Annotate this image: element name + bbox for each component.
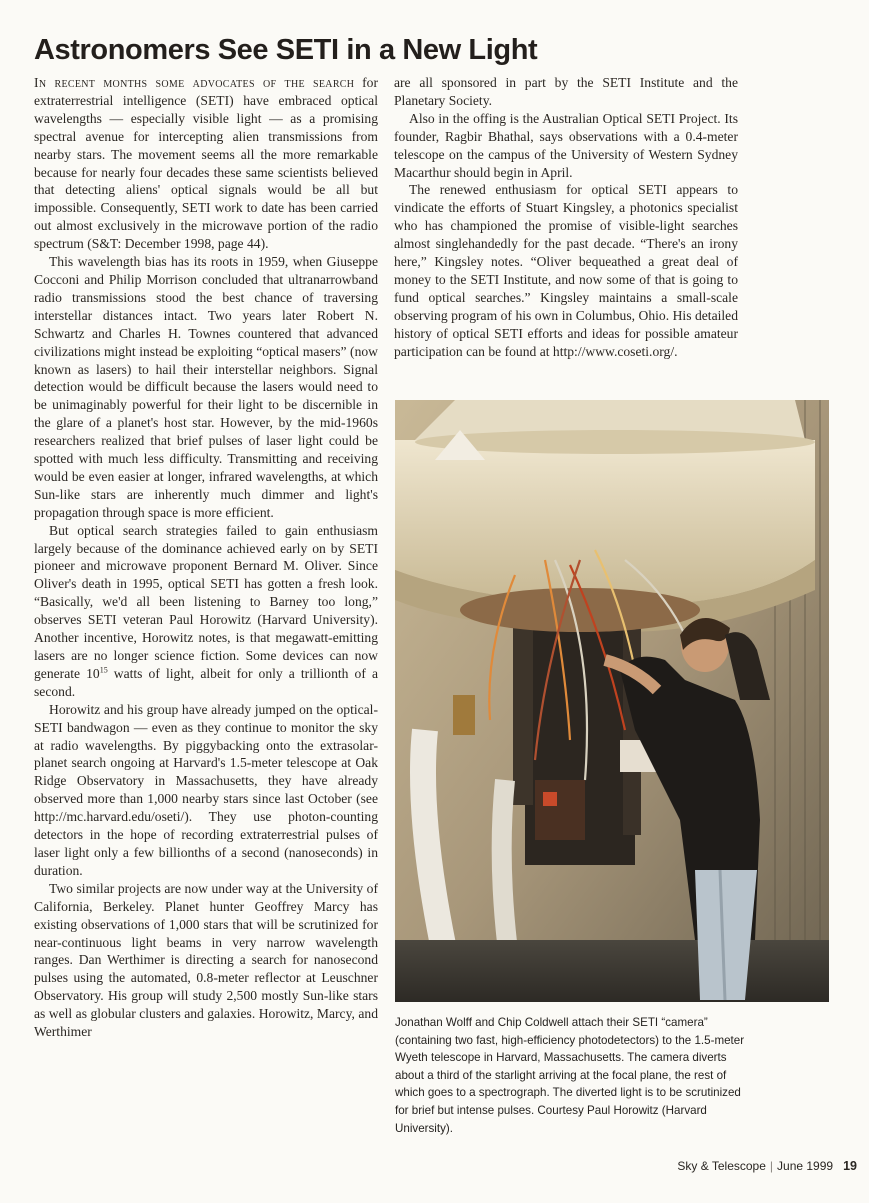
paragraph-2: This wavelength bias has its roots in 1959, when Giuseppe Cocconi and Philip Morrison concluded that ultranarrowband radio transmissions stood the best chance of traversing interstellar distances intact. Two years later Robert N. Schwartz and Charles H. Townes countered that advanced civilizations might instead be exploiting “optical masers” (now known as lasers) to hail their interstellar neighbors. Signal detection would be difficult because the lasers would need to be unimaginably powerful for their light to be discernible in the glare of a planet's host star. However, by the mid-1960s researchers realized that brief pulses of laser light could be spotted with much less difficulty. Transmitting and receiving would be even easier at longer, infrared wavelengths, at which Sun-like stars are inherently much dimmer and light's propagation through space is more efficient. xyxy=(34,254,378,520)
issue-date: June 1999 xyxy=(777,1159,834,1173)
lead-in: In recent months some advocates of the search xyxy=(34,75,355,90)
paragraph-6: are all sponsored in part by the SETI Institute and the Planetary Society. xyxy=(394,75,738,108)
right-column xyxy=(394,74,738,361)
paragraph-4: Horowitz and his group have already jumped on the optical-SETI bandwagon — even as they continue to monitor the sky at radio wavelengths. By piggybacking onto the extrasolar-planet search ongoing at Harvard's 1.5-meter telescope at Oak Ridge Observatory in Massachusetts, they have already observed more than 1,000 nearby stars since last October (see http://mc.harvard.edu/oseti/). They use photon-counting detectors in the hope of recording extraterrestrial pulses of laser light only a few billionths of a second (nanoseconds) in duration. xyxy=(34,701,378,878)
photo-caption: Jonathan Wolff and Chip Coldwell attach their SETI “camera” (containing two fast, high-efficiency photodetectors) to the 1.5-meter Wyeth telescope in Harvard, Massachusetts. The camera diverts about a third of the starlight arriving at the focal plane, the rest of which goes to a spectrograph. The diverted light is to be scrutinized for brief but intense pulses. Courtesy Paul Horowitz (Harvard University). xyxy=(395,1016,745,1135)
paragraph-1: In recent months some advocates of the search for extraterrestrial intelligence (SETI) have embraced optical wavelengths — especially visible light — as a promising spectral avenue for intercepting alien transmissions from nearby stars. The movement seems all the more remarkable because for nearly four decades these same scientists believed that detecting aliens' optical signals would be all but impossible. Consequently, SETI work to date has been carried out almost exclusively in the microwave portion of the radio spectrum (S&T: December 1998, page 44). xyxy=(34,75,379,252)
paragraph-3: But optical search strategies failed to gain enthusiasm largely because of the dominance achieved early on by SETI pioneer and microwave proponent Bernard M. Oliver. Since Oliver's death in 1995, optical SETI has gotten a fresh look. “Basically, we'd all been listening to Barney too long,” observes SETI veteran Paul Horowitz (Harvard University). Another incentive, Horowitz notes, is that megawatt-emitting lasers are no longer science fiction. Some devices can now generate $10^{15}$ watts of light, albeit for only a trillionth of a second. xyxy=(34,522,378,699)
article-title: Astronomers See SETI in a New Light xyxy=(34,34,538,66)
paragraph-5: Two similar projects are now under way at the University of California, Berkeley. Planet hunter Geoffrey Marcy has existing observations of 1,000 stars that will be scrutinized for near-continuous light beams in very narrow wavelength ranges. Dan Werthimer is directing a search for nanosecond pulses using the automated, 0.8-meter reflector at Leuschner Observatory. His group will study 2,500 mostly Sun-like stars as well as globular clusters and galaxies. Horowitz, Marcy, and Werthimer xyxy=(34,880,378,1040)
telescope-photo xyxy=(395,400,829,1002)
page-footer xyxy=(677,1159,857,1173)
page-number: 19 xyxy=(843,1159,857,1173)
paragraph-7: Also in the offing is the Australian Optical SETI Project. Its founder, Ragbir Bhathal, says observations with a 0.4-meter telescope on the campus of the University of Western Sydney Macarthur should begin in April. xyxy=(394,110,738,180)
magazine-name: Sky & Telescope xyxy=(677,1159,766,1173)
paragraph-8: The renewed enthusiasm for optical SETI appears to vindicate the efforts of Stuart Kingsley, a photonics specialist who has championed the promise of visible-light searches almost singlehandedly for the past decade. “There's an irony here,” Kingsley notes. “Oliver bequeathed a great deal of money to the SETI Institute, and now some of that is going to fund optical searches.” Kingsley maintains a small-scale observing program of his own in Columbus, Ohio. His detailed history of optical SETI efforts and ideas for possible amateur participation can be found at http://www.coseti.org/. xyxy=(394,182,738,359)
left-column xyxy=(34,74,378,1041)
footer-separator: | xyxy=(769,1159,774,1173)
exponent: 15 xyxy=(99,665,108,675)
